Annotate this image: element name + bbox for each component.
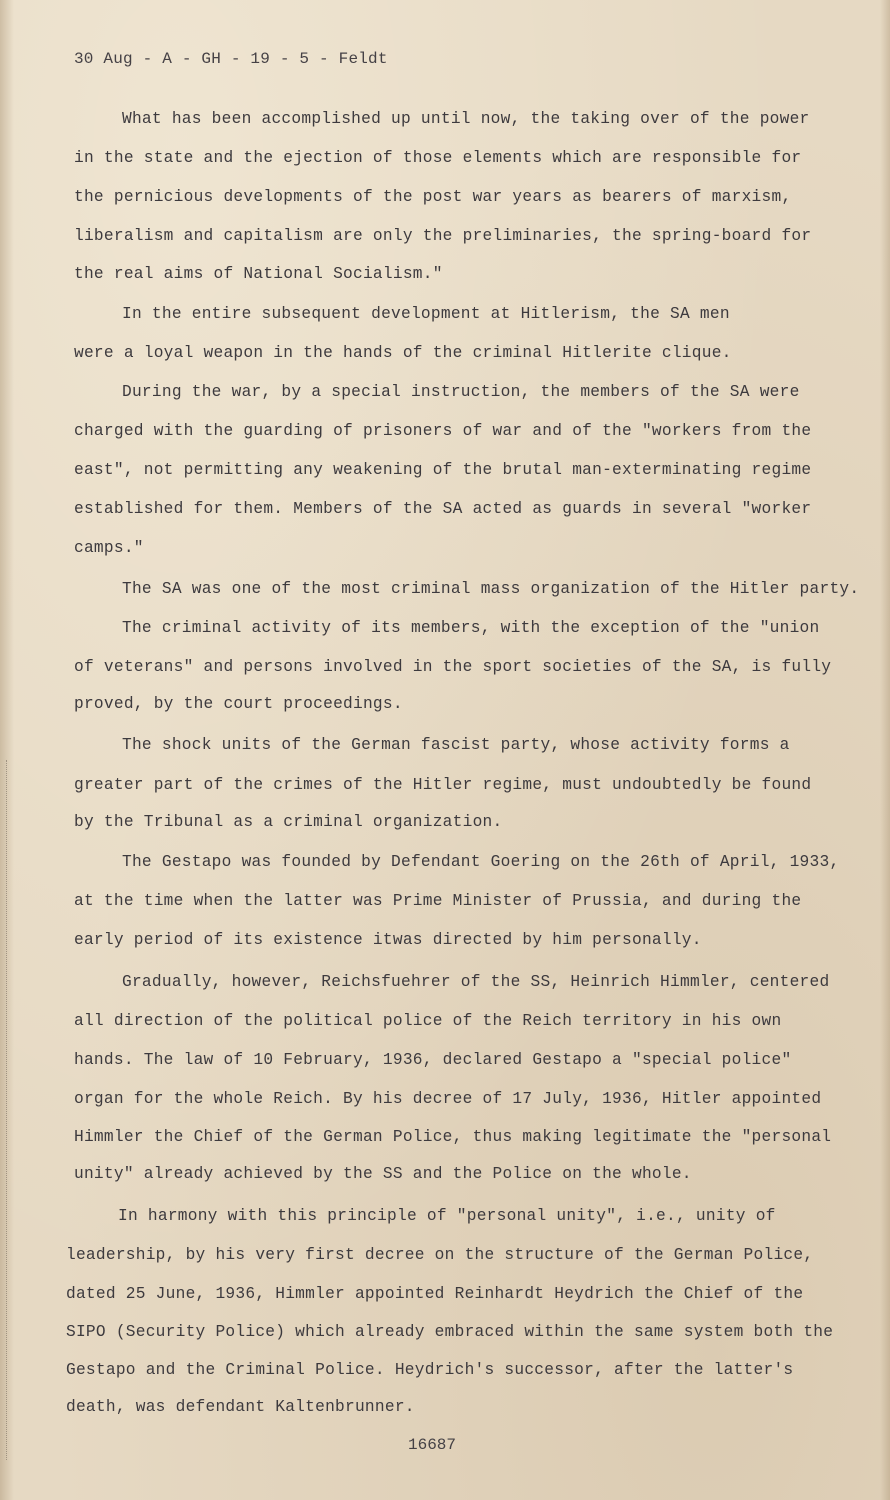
text-line: proved, by the court proceedings.	[74, 695, 403, 713]
text-line: Gradually, however, Reichsfuehrer of the SS, Heinrich Himmler, centered	[122, 973, 830, 991]
text-line: hands. The law of 10 February, 1936, declared Gestapo a "special police"	[74, 1051, 792, 1069]
text-line: death, was defendant Kaltenbrunner.	[66, 1398, 415, 1416]
text-line: What has been accomplished up until now, the taking over of the power	[122, 110, 810, 128]
text-line: unity" already achieved by the SS and the Police on the whole.	[74, 1165, 692, 1183]
text-line: The criminal activity of its members, with the exception of the "union	[122, 619, 820, 637]
text-line: camps."	[74, 539, 144, 557]
text-line: In harmony with this principle of "personal unity", i.e., unity of	[118, 1207, 776, 1225]
text-line: early period of its existence itwas directed by him personally.	[74, 931, 702, 949]
text-line: all direction of the political police of the Reich territory in his own	[74, 1012, 782, 1030]
text-line: The Gestapo was founded by Defendant Goering on the 26th of April, 1933,	[122, 853, 840, 871]
text-line: by the Tribunal as a criminal organization.	[74, 813, 503, 831]
text-line: Himmler the Chief of the German Police, thus making legitimate the "personal	[74, 1128, 832, 1146]
text-line: east", not permitting any weakening of the brutal man-exterminating regime	[74, 461, 812, 479]
text-line: organ for the whole Reich. By his decree of 17 July, 1936, Hitler appointed	[74, 1090, 822, 1108]
text-line: of veterans" and persons involved in the sport societies of the SA, is fully	[74, 658, 832, 676]
text-line: SIPO (Security Police) which already embraced within the same system both the	[66, 1323, 834, 1341]
text-line: dated 25 June, 1936, Himmler appointed Reinhardt Heydrich the Chief of the	[66, 1285, 804, 1303]
page-header: 30 Aug - A - GH - 19 - 5 - Feldt	[74, 50, 388, 68]
text-line: were a loyal weapon in the hands of the criminal Hitlerite clique.	[74, 344, 732, 362]
text-line: established for them. Members of the SA acted as guards in several "worker	[74, 500, 812, 518]
paper-edge-right	[880, 0, 890, 1500]
text-line: The shock units of the German fascist party, whose activity forms a	[122, 736, 790, 754]
text-line: the pernicious developments of the post war years as bearers of marxism,	[74, 188, 792, 206]
margin-mark	[6, 760, 9, 1460]
text-line: charged with the guarding of prisoners of war and of the "workers from the	[74, 422, 812, 440]
text-line: the real aims of National Socialism."	[74, 265, 443, 283]
text-line: leadership, by his very first decree on the structure of the German Police,	[66, 1246, 814, 1264]
text-line: In the entire subsequent development at Hitlerism, the SA men	[122, 305, 730, 323]
text-line: Gestapo and the Criminal Police. Heydrich's successor, after the latter's	[66, 1361, 794, 1379]
text-line: liberalism and capitalism are only the preliminaries, the spring-board for	[74, 227, 812, 245]
text-line: at the time when the latter was Prime Minister of Prussia, and during the	[74, 892, 802, 910]
page-number: 16687	[408, 1436, 457, 1454]
text-line: greater part of the crimes of the Hitler regime, must undoubtedly be found	[74, 776, 812, 794]
text-line: in the state and the ejection of those elements which are responsible for	[74, 149, 802, 167]
text-line: During the war, by a special instruction, the members of the SA were	[122, 383, 800, 401]
text-line: The SA was one of the most criminal mass organization of the Hitler party.	[122, 580, 860, 598]
